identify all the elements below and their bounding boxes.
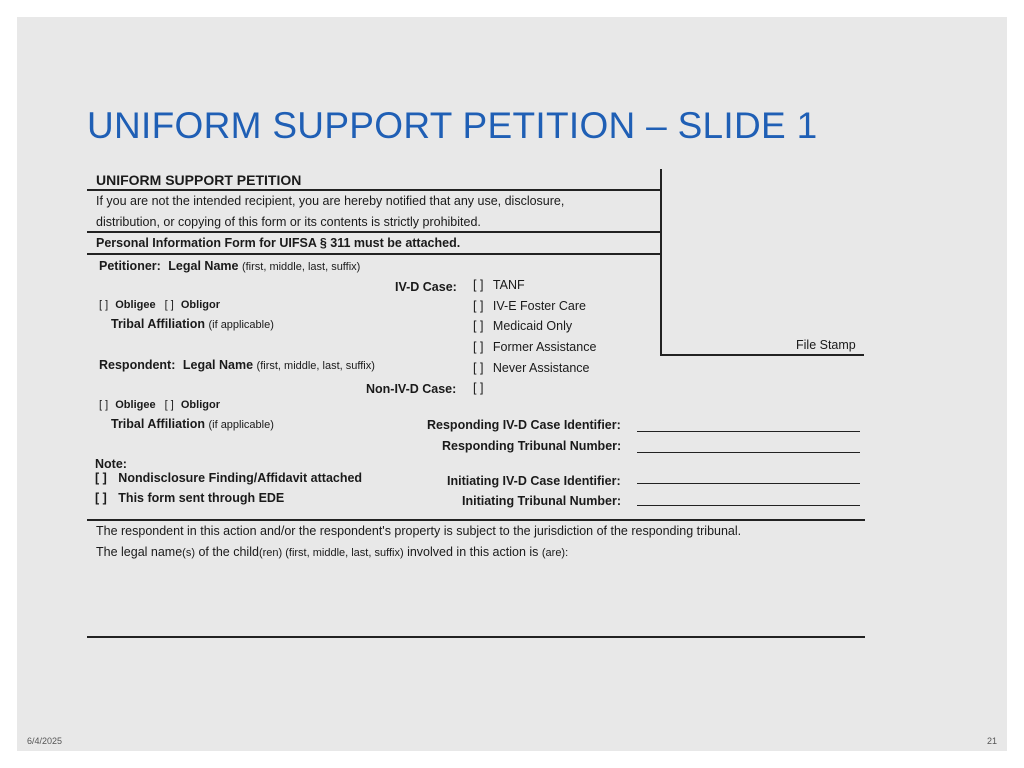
ivd-option [473,319,572,333]
footer-date: 6/4/2025 [27,736,63,746]
petitioner-name-hint: (first, middle, last, suffix) [241,261,361,273]
notice-line-1: If you are not the intended recipient, you are hereby notified that any use, disclosure, [96,194,565,208]
respondent-legal-name-label: Legal Name [182,358,254,372]
ivd-option-checkbox[interactable]: [ ] [473,319,484,333]
initiating-case-id-label: Initiating IV-D Case Identifier: [447,474,621,488]
respondent-obligor-label: Obligor [180,399,220,411]
responding-tribunal-field[interactable] [637,452,860,453]
ivd-option-checkbox[interactable]: [ ] [473,299,484,313]
divider [87,253,661,255]
respondent-obligee-label: Obligee [115,399,156,411]
ivd-option-label: IV-E Foster Care [492,299,586,313]
respondent-row [99,358,375,372]
petitioner-label: Petitioner: [99,259,161,273]
petitioner-obligee-checkbox[interactable]: [ ] [99,299,109,311]
petitioner-obligee-label: Obligee [115,299,156,311]
petitioner-tribal-hint: (if applicable) [208,319,274,331]
responding-case-id-label: Responding IV-D Case Identifier: [427,418,621,432]
slide-title: UNIFORM SUPPORT PETITION – SLIDE 1 [87,105,818,146]
jurisdiction-statement: The respondent in this action and/or the respondent's property is subject to the jurisdiction of the responding tribunal. [96,524,742,538]
ivd-option [473,361,589,375]
note-label: Note: [95,457,127,471]
nondisclosure-label: Nondisclosure Finding/Affidavit attached [118,471,363,485]
initiating-case-id-field[interactable] [637,483,860,484]
file-stamp-border [660,169,662,356]
respondent-tribal-row [111,417,274,431]
ivd-option-label: Former Assistance [492,340,597,354]
children-text: (ren) [258,547,283,559]
children-names-statement [96,545,568,559]
ivd-option-label: Medicaid Only [492,319,573,333]
responding-tribunal-label: Responding Tribunal Number: [442,439,622,453]
petitioner-tribal-label: Tribal Affiliation [111,317,205,331]
ivd-option-checkbox[interactable]: [ ] [473,340,484,354]
ivd-option-checkbox[interactable]: [ ] [473,361,484,375]
divider [87,231,661,233]
respondent-name-hint: (first, middle, last, suffix) [256,360,375,372]
slide [17,17,1007,751]
divider [87,189,661,191]
petitioner-row [99,259,360,273]
petitioner-legal-name-label: Legal Name [168,259,239,273]
ede-checkbox[interactable]: [ ] [95,491,107,505]
children-text: involved in this action is [403,545,542,559]
initiating-tribunal-field[interactable] [637,505,860,506]
children-name-hint: (first, middle, last, suffix) [282,547,404,559]
children-text: The legal name [96,545,183,559]
ivd-option [473,299,586,313]
note-item [95,491,284,505]
form-heading: UNIFORM SUPPORT PETITION [96,172,302,188]
responding-case-id-field[interactable] [637,431,860,432]
ivd-option-label: Never Assistance [492,361,590,375]
divider [87,519,865,521]
children-text: of the child [195,545,259,559]
note-item [95,471,362,485]
file-stamp-border [660,354,864,356]
petitioner-obligor-label: Obligor [180,299,220,311]
respondent-role-row [99,399,220,411]
ivd-option-label: TANF [492,278,525,292]
petitioner-tribal-row [111,317,274,331]
initiating-tribunal-label: Initiating Tribunal Number: [462,494,622,508]
respondent-obligee-checkbox[interactable]: [ ] [99,399,109,411]
petitioner-obligor-checkbox[interactable]: [ ] [164,299,174,311]
respondent-tribal-hint: (if applicable) [208,419,274,431]
page-number: 21 [987,736,998,746]
ivd-option [473,340,596,354]
respondent-tribal-label: Tribal Affiliation [111,417,205,431]
non-ivd-case-label: Non-IV-D Case: [366,382,457,396]
petitioner-role-row [99,299,220,311]
ede-label: This form sent through EDE [118,491,285,505]
uniform-support-petition-form [17,17,1007,751]
respondent-label: Respondent: [99,358,176,372]
non-ivd-case-checkbox[interactable]: [ ] [473,381,484,395]
file-stamp-label: File Stamp [796,338,856,352]
children-text: (s) [182,547,195,559]
children-names-field-line[interactable] [87,636,865,638]
respondent-obligor-checkbox[interactable]: [ ] [164,399,174,411]
children-text: (are): [541,547,569,559]
nondisclosure-checkbox[interactable]: [ ] [95,471,107,485]
notice-line-2: distribution, or copying of this form or its contents is strictly prohibited. [96,215,481,229]
ivd-option [473,278,525,292]
pif-notice: Personal Information Form for UIFSA § 311 must be attached. [96,236,461,250]
ivd-option-checkbox[interactable]: [ ] [473,278,484,292]
ivd-case-label: IV-D Case: [395,280,457,294]
